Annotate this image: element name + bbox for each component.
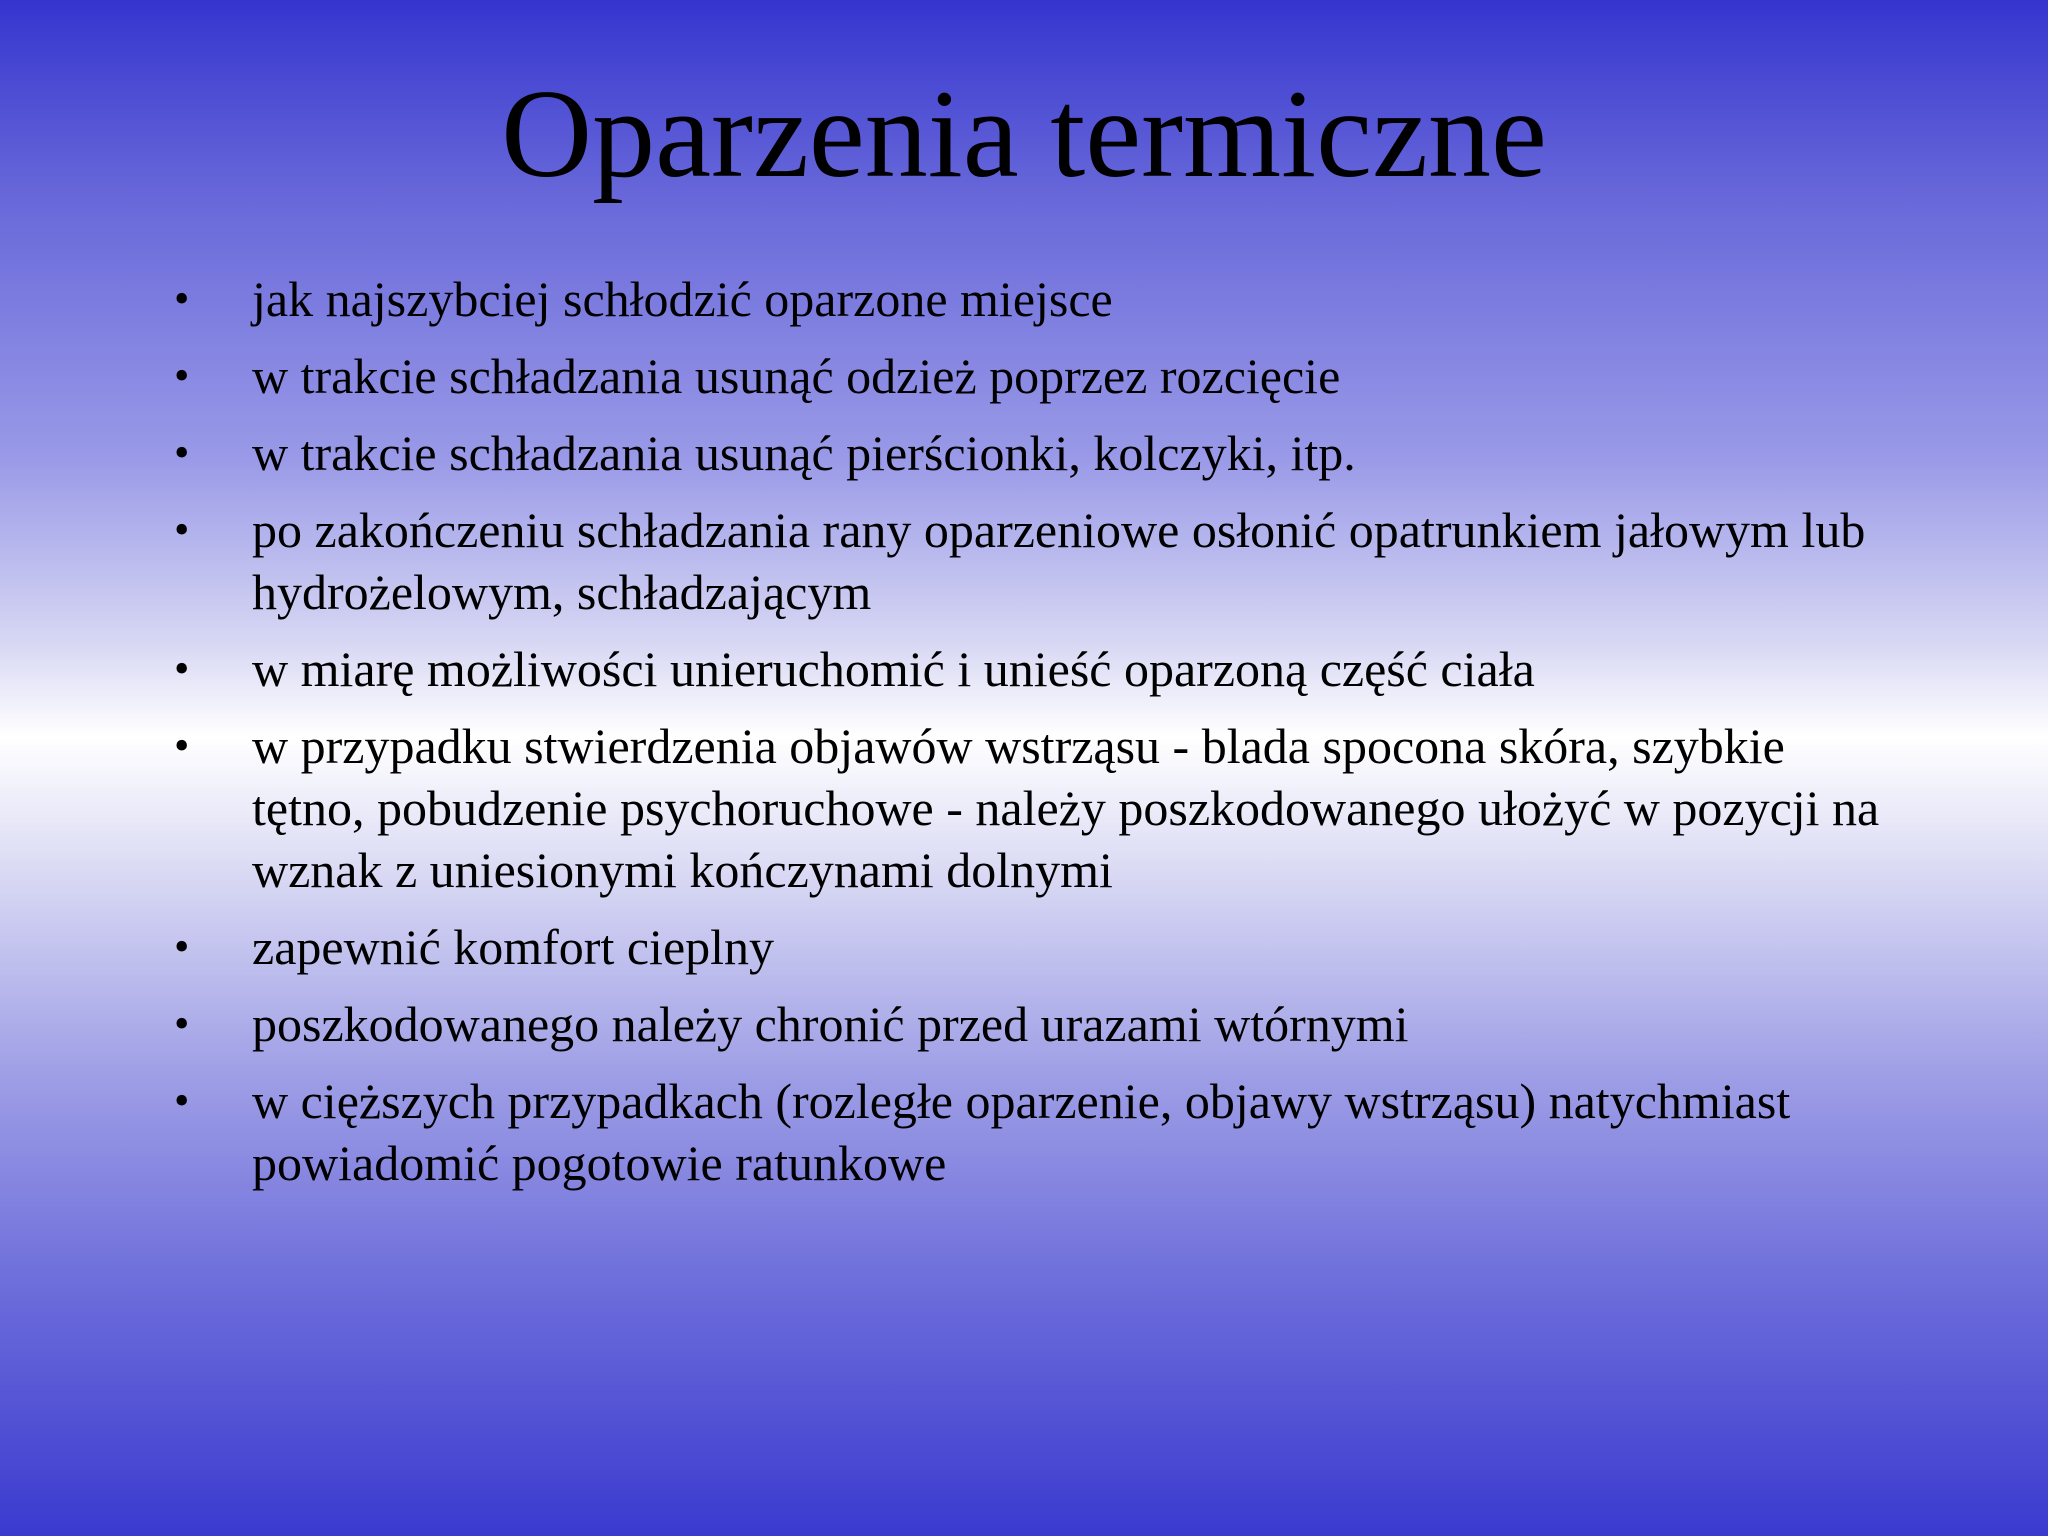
bullet-icon: • xyxy=(174,721,190,770)
bullet-text: jak najszybciej schłodzić oparzone miejsce xyxy=(252,271,1113,327)
bullet-text: w cięższych przypadkach (rozległe oparzenie, objawy wstrząsu) natychmiast powiadomić pogotowie ratunkowe xyxy=(252,1073,1791,1191)
list-item xyxy=(170,993,1890,1055)
bullet-icon: • xyxy=(174,505,190,554)
bullet-icon: • xyxy=(174,999,190,1048)
list-item xyxy=(170,1070,1890,1194)
bullet-icon: • xyxy=(174,922,190,971)
list-item xyxy=(170,268,1890,330)
bullet-text: w miarę możliwości unieruchomić i unieść oparzoną część ciała xyxy=(252,641,1535,697)
list-item xyxy=(170,422,1890,484)
bullet-icon: • xyxy=(174,274,190,323)
slide-title: Oparzenia termiczne xyxy=(501,65,1547,204)
list-item xyxy=(170,345,1890,407)
list-item xyxy=(170,499,1890,623)
bullet-text: po zakończeniu schładzania rany oparzeniowe osłonić opatrunkiem jałowym lub hydrożelowym, schładzającym xyxy=(252,502,1866,620)
bullet-icon: • xyxy=(174,351,190,400)
bullet-text: poszkodowanego należy chronić przed urazami wtórnymi xyxy=(252,996,1409,1052)
bullet-icon: • xyxy=(174,428,190,477)
list-item xyxy=(170,638,1890,700)
bullet-list xyxy=(170,268,1890,1209)
bullet-text: w przypadku stwierdzenia objawów wstrząsu - blada spocona skóra, szybkie tętno, pobudzenie psychoruchowe - należy poszkodowanego ułożyć w pozycji na wznak z uniesionymi kończynami dolnymi xyxy=(252,718,1880,898)
bullet-icon: • xyxy=(174,1076,190,1125)
list-item xyxy=(170,916,1890,978)
bullet-icon: • xyxy=(174,644,190,693)
bullet-text: w trakcie schładzania usunąć odzież poprzez rozcięcie xyxy=(252,348,1341,404)
bullet-text: zapewnić komfort cieplny xyxy=(252,919,775,975)
list-item xyxy=(170,715,1890,901)
bullet-text: w trakcie schładzania usunąć pierścionki, kolczyki, itp. xyxy=(252,425,1356,481)
